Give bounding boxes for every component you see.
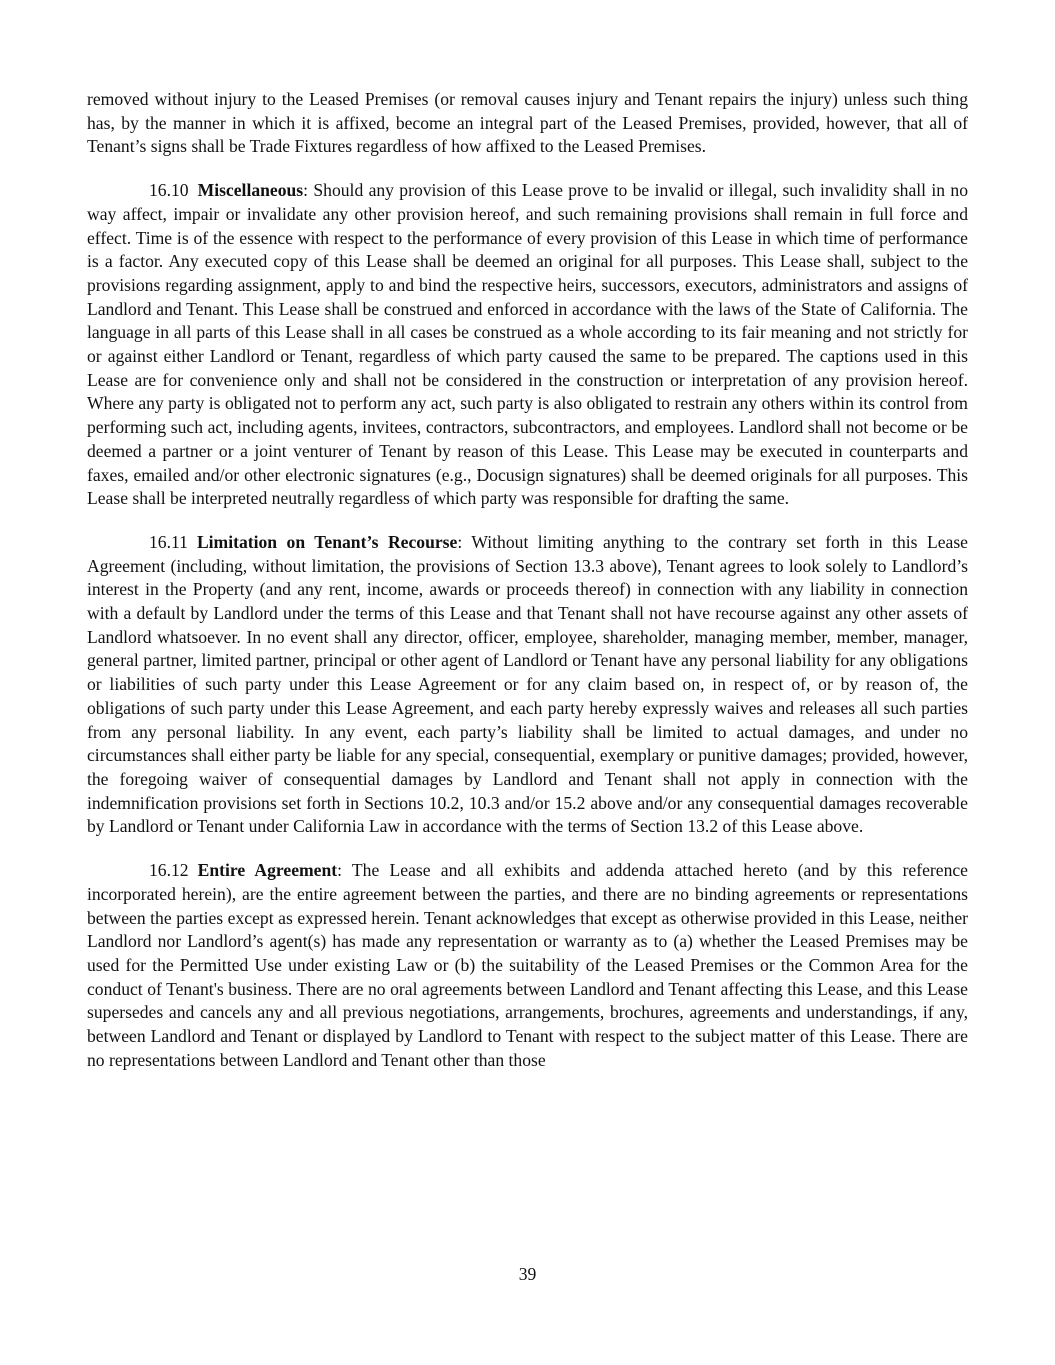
- section-heading: Entire Agreement: [197, 860, 338, 881]
- section-16-10: [87, 179, 968, 511]
- document-page: [87, 88, 968, 1092]
- section-number: 16.12: [149, 860, 189, 881]
- section-16-12: [87, 859, 968, 1072]
- section-body: : Without limiting anything to the contrary set forth in this Lease Agreement (including, without limitation, the provisions of Section 13.3 above), Tenant agrees to look solely to Landlord’s interest in the Property (and any rent, income, awards or proceeds thereof) in connection with any liability in connection with a default by Landlord under the terms of this Lease and that Tenant shall not have recourse against any other assets of Landlord whatsoever. In no event shall any director, officer, employee, shareholder, managing member, member, manager, general partner, limited partner, principal or other agent of Landlord or Tenant have any personal liability for any obligations or liabilities of such party under this Lease Agreement or for any claim based on, in respect of, or by reason of, the obligations of such party under this Lease Agreement, and each party hereby expressly waives and releases all such parties from any personal liability. In any event, each party’s liability shall be limited to actual damages, and under no circumstances shall either party be liable for any special, consequential, exemplary or punitive damages; provided, however, the foregoing waiver of consequential damages by Landlord and Tenant shall not apply in connection with the indemnification provisions set forth in Sections 10.2, 10.3 and/or 15.2 above and/or any consequential damages recoverable by Landlord or Tenant under California Law in accordance with the terms of Section 13.2 of this Lease above.: [87, 531, 968, 837]
- section-16-11: [87, 531, 968, 839]
- section-number: 16.11: [149, 531, 188, 552]
- section-heading: Miscellaneous: [197, 180, 304, 201]
- section-heading: Limitation on Tenant’s Recourse: [196, 531, 458, 552]
- page-number: 39: [518, 1264, 537, 1284]
- section-body: : The Lease and all exhibits and addenda attached hereto (and by this reference incorporated herein), are the entire agreement between the parties, and there are no binding agreements or representations between the parties except as expressed herein. Tenant acknowledges that except as otherwise provided in this Lease, neither Landlord nor Landlord’s agent(s) has made any representation or warranty as to (a) whether the Leased Premises may be used for the Permitted Use under existing Law or (b) the suitability of the Leased Premises or the Common Area for the conduct of Tenant's business. There are no oral agreements between Landlord and Tenant affecting this Lease, and this Lease supersedes and cancels any and all previous negotiations, arrangements, brochures, agreements and understandings, if any, between Landlord and Tenant or displayed by Landlord to Tenant with respect to the subject matter of this Lease. There are no representations between Landlord and Tenant other than those: [87, 860, 968, 1070]
- section-number: 16.10: [149, 180, 189, 201]
- section-body: : Should any provision of this Lease prove to be invalid or illegal, such invalidity shall in no way affect, impair or invalidate any other provision hereof, and such remaining provisions shall remain in full force and effect. Time is of the essence with respect to the performance of every provision of this Lease in which time of performance is a factor. Any executed copy of this Lease shall be deemed an original for all purposes. This Lease shall, subject to the provisions regarding assignment, apply to and bind the respective heirs, successors, executors, administrators and assigns of Landlord and Tenant. This Lease shall be construed and enforced in accordance with the laws of the State of California. The language in all parts of this Lease shall in all cases be construed as a whole according to its fair meaning and not strictly for or against either Landlord or Tenant, regardless of which party caused the same to be prepared. The captions used in this Lease are for convenience only and shall not be considered in the construction or interpretation of any provision hereof. Where any party is obligated not to perform any act, such party is also obligated to restrain any others within its control from performing such act, including agents, invitees, contractors, subcontractors, and employees. Landlord shall not become or be deemed a partner or a joint venturer of Tenant by reason of this Lease. This Lease may be executed in counterparts and faxes, emailed and/or other electronic signatures (e.g., Docusign signatures) shall be deemed originals for all purposes. This Lease shall be interpreted neutrally regardless of which party was responsible for drafting the same.: [87, 180, 968, 509]
- continuation-paragraph: removed without injury to the Leased Premises (or removal causes injury and Tenant repairs the injury) unless such thing has, by the manner in which it is affixed, become an integral part of the Leased Premises, provided, however, that all of Tenant’s signs shall be Trade Fixtures regardless of how affixed to the Leased Premises.: [87, 89, 968, 157]
